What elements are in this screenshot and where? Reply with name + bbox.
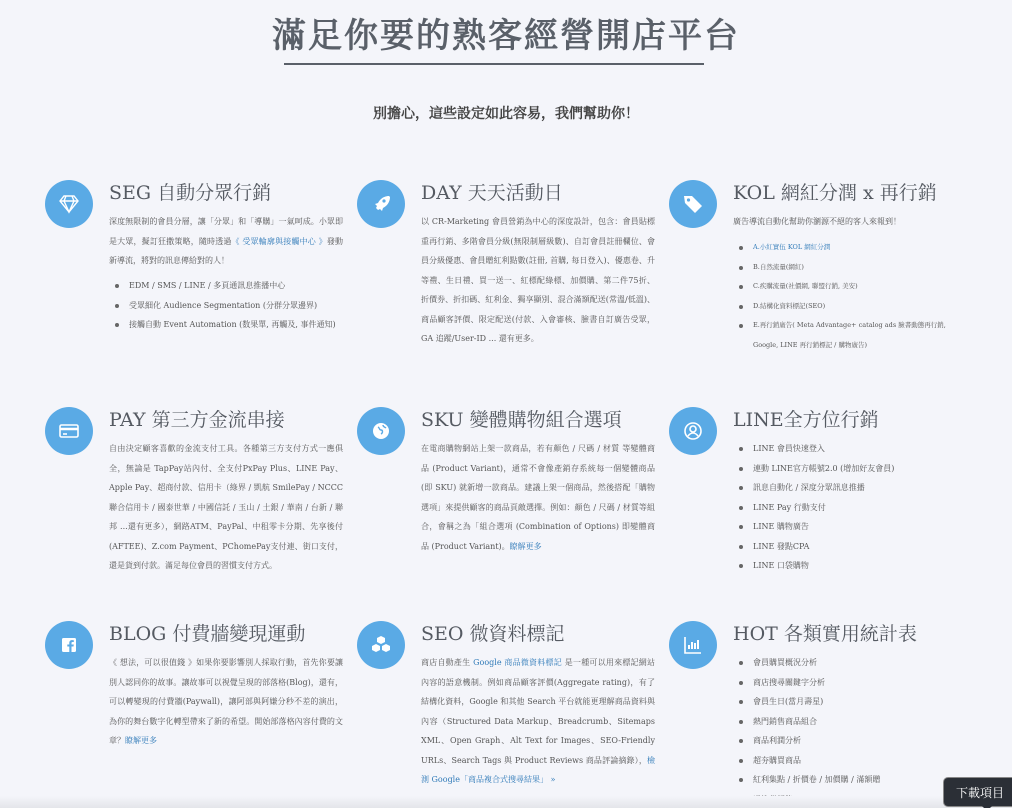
feature-description: 以 CR-Marketing 會員營銷為中心的深度設計，包含：會員貼標重再行銷、多階會員分級(無限制層級數)、自訂會員註冊欄位、會員分級優惠、會員贈紅利點數(註冊, 首購, 每日登入)、優惠卷、升等禮、生日禮、買一送一、紅標配綠標、加價購、第二件75折、折價券、折扣碼、紅利金、獨享顯別、混合滿額配送(常溫/低溫)、商品顧客評價、限定配送(付款、入會審核、臉書自訂廣告受眾，GA 追蹤/User-ID ... 還有更多。 bbox=[421, 217, 655, 343]
feature-description: 廣告導流自動化幫助你瀏源不絕的客人來報到！ bbox=[733, 217, 901, 226]
feature-title: SEG 自動分眾行銷 bbox=[109, 182, 272, 204]
list-item: E.再行銷廣告( Meta Advantage+ catalog ads 臉書動態再行銷, Google, LINE 再行銷標記 / 購物廣告) bbox=[733, 316, 967, 355]
audience-center-link[interactable]: 《 受眾輪廓與接觸中心 》 bbox=[231, 236, 327, 246]
feature-description: 深度無限制的會員分層，讓「分眾」和「導購」一氣呵成。小眾即是大眾，擬訂狂撒策略，隨時透過《 受眾輪廓與接觸中心 》發動新導流，將對的訊息傳給對的人！ bbox=[109, 217, 344, 265]
download-button[interactable]: 下載項目 bbox=[944, 778, 1012, 806]
feature-title: BLOG 付費牆變現運動 bbox=[109, 623, 306, 645]
list-item: B.自然流量(網紅) bbox=[733, 258, 967, 278]
diamond-icon bbox=[45, 180, 93, 228]
feature-description: 商店自動產生 Google 商品微資料標記 是一種可以用來標記網站內容的語意機制。例如商品顧客評價(Aggregate rating)，有了結構化資料，Google 和其他 Search 平台就能更理解商品資料與內容（Structured Data Markup、Breadcrumb、Sitemaps XML、Open Graph、Alt Text for Images、SEO-Friendly URLs、Search Tags 與 Product Reviews 商品評論摘錄），檢測 Google「商品複合式搜尋結果」 » bbox=[421, 658, 656, 784]
list-item: 超夯購買商品 bbox=[733, 751, 967, 771]
list-item: 紅利集點 / 折價卷 / 加價購 / 滿額贈 bbox=[733, 770, 967, 790]
title-divider bbox=[284, 63, 704, 65]
list-item: LINE 購物廣告 bbox=[733, 517, 967, 537]
list-item: D.結構化資料標記(SEO) bbox=[733, 297, 967, 317]
facebook-icon bbox=[45, 621, 93, 669]
cubes-icon bbox=[357, 621, 405, 669]
learn-more-link[interactable]: 瞭解更多 bbox=[509, 541, 542, 551]
list-item: 會員生日(當月壽星) bbox=[733, 692, 967, 712]
feature-description: 自由決定顧客喜歡的金流支付工具。各種第三方支付方式一應俱全，無論是 TapPay站內付、全支付PxPay Plus、LINE Pay、Apple Pay、超商付款、信用卡（綠界 / 凱航 SmilePay / NCCC聯合信用卡 / 國泰世華 / 中國信託 / 玉山 / 土銀 / 華南 / 台新 / 聯邦 ...還有更多），網路ATM、PayPal、中租零卡分期、先享後付(AFTEE)、Z.com Payment、PChomePay支付連、街口支付，還是貨到付款。滿足每位會員的習慣支付方式。 bbox=[109, 444, 343, 570]
list-item: 熱門銷售商品組合 bbox=[733, 712, 967, 732]
feature-description: 《 想法，可以很值錢 》如果你要影響別人採取行動，首先你要讓別人認同你的故事。讓故事可以視覺呈現的部落格(Blog)，還有，可以轉變現的付費牆(Paywall)，讓阿部與阿嫌分秒不差的演出，為你的舞台數字化轉型帶來了新的希望。開始部落格內容付費的文章？瞭解更多 bbox=[109, 658, 343, 745]
list-item: LINE 口袋購物 bbox=[733, 556, 967, 576]
list-item: 商品利潤分析 bbox=[733, 731, 967, 751]
feature-title: PAY 第三方金流串接 bbox=[109, 409, 285, 431]
list-item: 會員購買概況分析 bbox=[733, 653, 967, 673]
rocket-icon bbox=[357, 180, 405, 228]
google-microdata-link[interactable]: Google 商品微資料標記 bbox=[473, 658, 562, 667]
page-title: 滿足你要的熟客經營開店平台 bbox=[272, 16, 740, 56]
list-item[interactable]: A.小紅實伍 KOL 網紅分潤 bbox=[733, 238, 967, 258]
list-item: 連動 LINE官方帳號2.0 (增加好友會員) bbox=[733, 459, 967, 479]
globe-icon bbox=[357, 407, 405, 455]
feature-title: SEO 微資料標記 bbox=[421, 623, 565, 645]
feature-title: KOL 網紅分潤 x 再行銷 bbox=[733, 182, 937, 204]
feature-list bbox=[733, 653, 967, 808]
list-item: 訊息自動化 / 深度分眾訊息推播 bbox=[733, 478, 967, 498]
google-rich-results-link[interactable]: 檢測 Google「商品複合式搜尋結果」 » bbox=[421, 755, 655, 784]
bottom-shadow bbox=[0, 796, 1012, 808]
learn-more-link[interactable]: 瞭解更多 bbox=[125, 736, 157, 745]
page-subtitle: 別擔心，這些設定如此容易，我們幫助你！ bbox=[373, 106, 639, 122]
feature-list bbox=[109, 276, 343, 335]
list-item: 受眾細化 Audience Segmentation (分群分眾邊界) bbox=[109, 296, 343, 316]
feature-description: 在電商購物網站上架一款商品，若有顏色 / 尺碼 / 材質 等變體商品 (Product Variant)，通常不會像產銷存系統每一個變體商品 (即 SKU) 就新增一款商品。建議上架一個商品，然後搭配「購物選項」來提供顧客的商品頁敵選擇。例如：顏色 / 尺碼 / 材質等組合，會稱之為「組合選項 (Combination of Options) 即變體商品 (Product Variant)。瞭解更多 bbox=[421, 444, 655, 551]
bar-chart-icon bbox=[669, 621, 717, 669]
list-item: C.疾購流量(社價網, 聯盟行銷, 美安) bbox=[733, 277, 967, 297]
list-item: 商店搜尋關鍵字分析 bbox=[733, 673, 967, 693]
list-item: 接觸自動 Event Automation (数果單, 再觸及, 事件通知) bbox=[109, 315, 343, 335]
tag-icon bbox=[669, 180, 717, 228]
user-circle-icon bbox=[669, 407, 717, 455]
feature-list bbox=[733, 439, 967, 576]
feature-title: LINE全方位行銷 bbox=[733, 409, 879, 431]
list-item: EDM / SMS / LINE / 多頁通訊息推播中心 bbox=[109, 276, 343, 296]
list-item: LINE 發點CPA bbox=[733, 537, 967, 557]
feature-title: SKU 變體購物組合選項 bbox=[421, 409, 622, 431]
feature-title: HOT 各類實用統計表 bbox=[733, 623, 917, 645]
list-item: LINE Pay 行動支付 bbox=[733, 498, 967, 518]
feature-title: DAY 天天活動日 bbox=[421, 182, 563, 204]
feature-list bbox=[733, 238, 967, 355]
list-item: LINE 會員快速登入 bbox=[733, 439, 967, 459]
credit-card-icon bbox=[45, 407, 93, 455]
